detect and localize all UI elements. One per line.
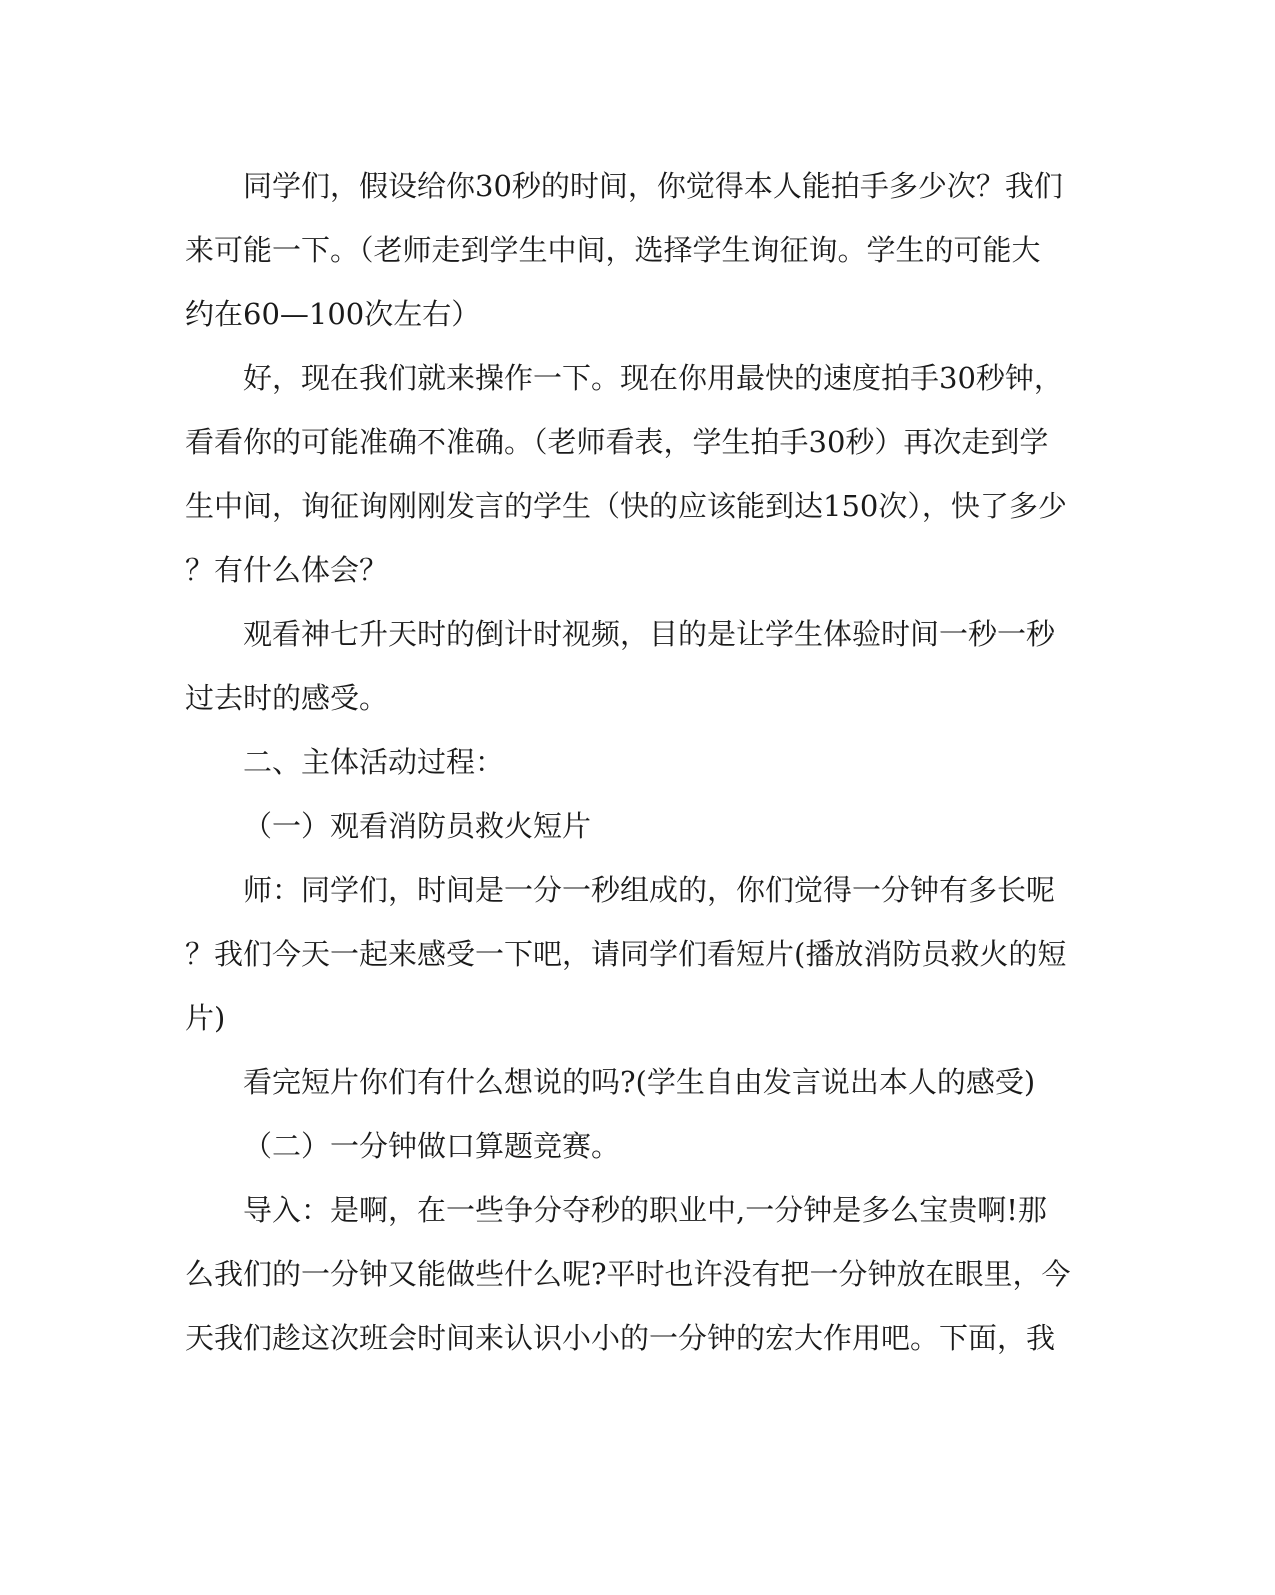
paragraph-line: 么我们的一分钟又能做些什么呢?平时也许没有把一分钟放在眼里，今	[185, 1257, 1071, 1291]
paragraph-line: ？我们今天一起来感受一下吧，请同学们看短片(播放消防员救火的短	[185, 937, 1067, 971]
paragraph-line: 师：同学们，时间是一分一秒组成的，你们觉得一分钟有多长呢	[243, 873, 1056, 907]
subsection-heading: （一）观看消防员救火短片	[243, 809, 592, 843]
paragraph-line: 好，现在我们就来操作一下。现在你用最快的速度拍手30秒钟，	[243, 361, 1063, 395]
section-heading: 二、主体活动过程：	[243, 745, 505, 779]
paragraph-line: 同学们，假设给你30秒的时间，你觉得本人能拍手多少次？我们	[243, 169, 1063, 203]
paragraph-line: 片)	[185, 1001, 226, 1035]
paragraph-line: 来可能一下。（老师走到学生中间，选择学生询征询。学生的可能大	[185, 233, 1041, 267]
paragraph-line: ？有什么体会？	[185, 553, 389, 587]
paragraph-line: 看完短片你们有什么想说的吗?(学生自由发言说出本人的感受)	[243, 1065, 1036, 1099]
paragraph-line: 天我们趁这次班会时间来认识小小的一分钟的宏大作用吧。下面，我	[185, 1321, 1056, 1355]
paragraph-line: 生中间，询征询刚刚发言的学生（快的应该能到达150次），快了多少	[185, 489, 1067, 523]
paragraph-line: 过去时的感受。	[185, 681, 389, 715]
subsection-heading: （二）一分钟做口算题竞赛。	[243, 1129, 621, 1163]
paragraph-line: 约在60—100次左右）	[185, 297, 481, 331]
paragraph-line: 观看神七升天时的倒计时视频，目的是让学生体验时间一秒一秒	[243, 617, 1056, 651]
paragraph-line: 导入：是啊，在一些争分夺秒的职业中,一分钟是多么宝贵啊!那	[243, 1193, 1047, 1227]
paragraph-line: 看看你的可能准确不准确。（老师看表，学生拍手30秒）再次走到学	[185, 425, 1049, 459]
